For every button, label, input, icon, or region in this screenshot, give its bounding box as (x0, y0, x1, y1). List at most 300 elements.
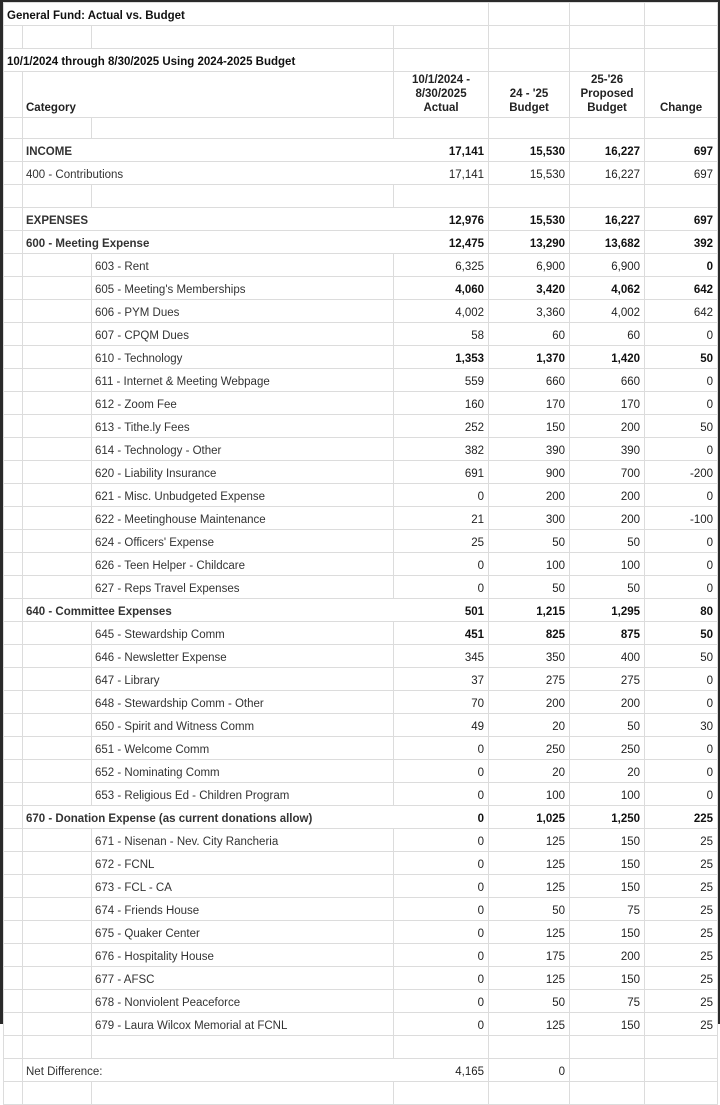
value-change[interactable]: 25 (645, 967, 718, 990)
value-change[interactable]: 0 (645, 530, 718, 553)
cell[interactable] (4, 1036, 23, 1059)
cell[interactable] (4, 691, 23, 714)
value-actual[interactable]: 37 (394, 668, 489, 691)
value-budget[interactable]: 125 (489, 921, 570, 944)
row-category[interactable]: 607 - CPQM Dues (92, 323, 394, 346)
value-budget[interactable]: 125 (489, 829, 570, 852)
row-category[interactable]: 624 - Officers' Expense (92, 530, 394, 553)
row-category[interactable]: 651 - Welcome Comm (92, 737, 394, 760)
value-actual[interactable]: 0 (394, 806, 489, 829)
row-category[interactable]: 621 - Misc. Unbudgeted Expense (92, 484, 394, 507)
cell[interactable] (4, 26, 23, 49)
value-proposed[interactable]: 150 (570, 1013, 645, 1036)
value-proposed[interactable]: 200 (570, 507, 645, 530)
cell[interactable] (4, 576, 23, 599)
value-proposed[interactable]: 150 (570, 829, 645, 852)
value-budget[interactable]: 100 (489, 783, 570, 806)
cell[interactable] (4, 829, 23, 852)
cell[interactable] (23, 691, 92, 714)
cell[interactable] (23, 921, 92, 944)
row-category[interactable]: EXPENSES (23, 208, 394, 231)
row-category[interactable]: 400 - Contributions (23, 162, 394, 185)
cell[interactable] (4, 438, 23, 461)
header-actual[interactable] (394, 72, 489, 118)
cell[interactable] (92, 185, 394, 208)
cell[interactable] (23, 461, 92, 484)
cell[interactable] (645, 49, 718, 72)
cell[interactable] (489, 118, 570, 139)
value-budget[interactable]: 125 (489, 852, 570, 875)
value-proposed[interactable]: 50 (570, 576, 645, 599)
cell[interactable] (570, 3, 645, 26)
row-category[interactable]: 675 - Quaker Center (92, 921, 394, 944)
cell[interactable] (4, 277, 23, 300)
cell[interactable] (4, 553, 23, 576)
value-change[interactable]: 50 (645, 645, 718, 668)
value-change[interactable]: 0 (645, 668, 718, 691)
cell[interactable] (23, 760, 92, 783)
value-proposed[interactable]: 170 (570, 392, 645, 415)
cell[interactable] (645, 185, 718, 208)
value-actual[interactable]: 451 (394, 622, 489, 645)
value-change[interactable]: 697 (645, 208, 718, 231)
value-change[interactable]: 0 (645, 323, 718, 346)
cell[interactable] (4, 139, 23, 162)
cell[interactable] (23, 26, 92, 49)
row-category[interactable]: 653 - Religious Ed - Children Program (92, 783, 394, 806)
cell[interactable] (4, 645, 23, 668)
cell[interactable] (4, 714, 23, 737)
cell[interactable] (23, 484, 92, 507)
cell[interactable] (489, 3, 570, 26)
value-actual[interactable]: 1,353 (394, 346, 489, 369)
cell[interactable] (4, 599, 23, 622)
cell[interactable] (23, 415, 92, 438)
value-proposed[interactable]: 200 (570, 944, 645, 967)
cell[interactable] (4, 898, 23, 921)
cell[interactable] (394, 1036, 489, 1059)
cell[interactable] (23, 898, 92, 921)
cell[interactable] (489, 1082, 570, 1105)
cell[interactable] (23, 714, 92, 737)
value-proposed[interactable]: 1,420 (570, 346, 645, 369)
row-category[interactable]: 640 - Committee Expenses (23, 599, 394, 622)
value-proposed[interactable] (570, 1059, 645, 1082)
value-actual[interactable]: 12,976 (394, 208, 489, 231)
value-actual[interactable]: 345 (394, 645, 489, 668)
cell[interactable] (645, 118, 718, 139)
value-actual[interactable]: 0 (394, 484, 489, 507)
value-actual[interactable]: 4,060 (394, 277, 489, 300)
value-proposed[interactable]: 50 (570, 530, 645, 553)
value-change[interactable]: 697 (645, 162, 718, 185)
value-change[interactable]: 0 (645, 438, 718, 461)
value-change[interactable]: 0 (645, 369, 718, 392)
cell[interactable] (23, 323, 92, 346)
row-category[interactable]: 622 - Meetinghouse Maintenance (92, 507, 394, 530)
cell[interactable] (489, 26, 570, 49)
cell[interactable] (23, 438, 92, 461)
cell[interactable] (23, 392, 92, 415)
value-actual[interactable]: 0 (394, 967, 489, 990)
value-proposed[interactable]: 660 (570, 369, 645, 392)
value-proposed[interactable]: 200 (570, 691, 645, 714)
value-change[interactable]: 25 (645, 875, 718, 898)
cell[interactable] (4, 461, 23, 484)
cell[interactable] (4, 72, 23, 118)
value-proposed[interactable]: 200 (570, 415, 645, 438)
cell[interactable] (4, 1013, 23, 1036)
value-proposed[interactable]: 150 (570, 967, 645, 990)
value-budget[interactable]: 275 (489, 668, 570, 691)
cell[interactable] (4, 852, 23, 875)
value-budget[interactable]: 15,530 (489, 139, 570, 162)
value-change[interactable]: 0 (645, 392, 718, 415)
cell[interactable] (92, 26, 394, 49)
cell[interactable] (92, 1082, 394, 1105)
value-change[interactable]: 25 (645, 1013, 718, 1036)
row-category[interactable]: 645 - Stewardship Comm (92, 622, 394, 645)
row-category[interactable]: 679 - Laura Wilcox Memorial at FCNL (92, 1013, 394, 1036)
row-category[interactable]: INCOME (23, 139, 394, 162)
cell[interactable] (23, 185, 92, 208)
value-actual[interactable]: 501 (394, 599, 489, 622)
header-proposed[interactable] (570, 72, 645, 118)
cell[interactable] (4, 760, 23, 783)
value-proposed[interactable]: 6,900 (570, 254, 645, 277)
row-category[interactable]: 648 - Stewardship Comm - Other (92, 691, 394, 714)
value-budget[interactable]: 60 (489, 323, 570, 346)
cell[interactable] (4, 1059, 23, 1082)
value-budget[interactable]: 15,530 (489, 208, 570, 231)
cell[interactable] (394, 26, 489, 49)
cell[interactable] (23, 622, 92, 645)
cell[interactable] (23, 875, 92, 898)
cell[interactable] (4, 737, 23, 760)
cell[interactable] (489, 185, 570, 208)
value-budget[interactable]: 0 (489, 1059, 570, 1082)
value-change[interactable]: 25 (645, 990, 718, 1013)
value-change[interactable]: 0 (645, 737, 718, 760)
row-category[interactable]: 673 - FCL - CA (92, 875, 394, 898)
value-actual[interactable]: 58 (394, 323, 489, 346)
cell[interactable] (23, 1082, 92, 1105)
value-budget[interactable]: 50 (489, 530, 570, 553)
value-actual[interactable]: 70 (394, 691, 489, 714)
row-category[interactable]: 627 - Reps Travel Expenses (92, 576, 394, 599)
value-budget[interactable]: 825 (489, 622, 570, 645)
value-proposed[interactable]: 250 (570, 737, 645, 760)
value-budget[interactable]: 170 (489, 392, 570, 415)
cell[interactable] (570, 185, 645, 208)
cell[interactable] (394, 185, 489, 208)
cell[interactable] (23, 1036, 92, 1059)
row-category[interactable]: 646 - Newsletter Expense (92, 645, 394, 668)
value-actual[interactable]: 0 (394, 852, 489, 875)
value-proposed[interactable]: 16,227 (570, 162, 645, 185)
value-budget[interactable]: 3,420 (489, 277, 570, 300)
value-actual[interactable]: 0 (394, 576, 489, 599)
cell[interactable] (4, 162, 23, 185)
value-budget[interactable]: 125 (489, 875, 570, 898)
value-actual[interactable]: 0 (394, 990, 489, 1013)
row-category[interactable]: 620 - Liability Insurance (92, 461, 394, 484)
cell[interactable] (394, 49, 489, 72)
cell[interactable] (4, 944, 23, 967)
value-budget[interactable]: 100 (489, 553, 570, 576)
cell[interactable] (23, 118, 92, 139)
row-category[interactable]: 605 - Meeting's Memberships (92, 277, 394, 300)
value-change[interactable]: 25 (645, 898, 718, 921)
value-actual[interactable]: 25 (394, 530, 489, 553)
value-change[interactable]: 697 (645, 139, 718, 162)
cell[interactable] (23, 829, 92, 852)
value-actual[interactable]: 49 (394, 714, 489, 737)
row-category[interactable]: 606 - PYM Dues (92, 300, 394, 323)
cell[interactable] (394, 118, 489, 139)
value-change[interactable] (645, 1059, 718, 1082)
cell[interactable] (4, 875, 23, 898)
value-change[interactable]: 50 (645, 415, 718, 438)
value-proposed[interactable]: 275 (570, 668, 645, 691)
value-actual[interactable]: 382 (394, 438, 489, 461)
row-category[interactable]: 678 - Nonviolent Peaceforce (92, 990, 394, 1013)
value-budget[interactable]: 660 (489, 369, 570, 392)
cell[interactable] (4, 967, 23, 990)
cell[interactable] (92, 118, 394, 139)
cell[interactable] (23, 1013, 92, 1036)
cell[interactable] (4, 369, 23, 392)
cell[interactable] (23, 967, 92, 990)
value-actual[interactable]: 0 (394, 553, 489, 576)
row-category[interactable]: 614 - Technology - Other (92, 438, 394, 461)
header-change[interactable]: Change (645, 72, 718, 118)
value-change[interactable]: 0 (645, 783, 718, 806)
cell[interactable] (394, 1082, 489, 1105)
value-actual[interactable]: 4,002 (394, 300, 489, 323)
cell[interactable] (23, 254, 92, 277)
cell[interactable] (23, 852, 92, 875)
value-proposed[interactable]: 150 (570, 921, 645, 944)
value-budget[interactable]: 350 (489, 645, 570, 668)
value-proposed[interactable]: 100 (570, 553, 645, 576)
value-change[interactable]: 225 (645, 806, 718, 829)
cell[interactable] (23, 507, 92, 530)
cell[interactable] (489, 1036, 570, 1059)
value-budget[interactable]: 50 (489, 990, 570, 1013)
value-proposed[interactable]: 16,227 (570, 208, 645, 231)
value-proposed[interactable]: 20 (570, 760, 645, 783)
value-actual[interactable]: 252 (394, 415, 489, 438)
cell[interactable] (4, 530, 23, 553)
value-proposed[interactable]: 75 (570, 990, 645, 1013)
cell[interactable] (4, 254, 23, 277)
value-budget[interactable]: 250 (489, 737, 570, 760)
row-category[interactable]: 677 - AFSC (92, 967, 394, 990)
value-budget[interactable]: 150 (489, 415, 570, 438)
value-change[interactable]: 30 (645, 714, 718, 737)
cell[interactable] (4, 300, 23, 323)
row-category[interactable]: 613 - Tithe.ly Fees (92, 415, 394, 438)
row-category[interactable]: 626 - Teen Helper - Childcare (92, 553, 394, 576)
value-budget[interactable]: 20 (489, 760, 570, 783)
value-actual[interactable]: 12,475 (394, 231, 489, 254)
row-category[interactable]: 650 - Spirit and Witness Comm (92, 714, 394, 737)
cell[interactable] (4, 622, 23, 645)
value-budget[interactable]: 50 (489, 898, 570, 921)
value-proposed[interactable]: 16,227 (570, 139, 645, 162)
header-category[interactable]: Category (23, 72, 394, 118)
cell[interactable] (23, 530, 92, 553)
value-proposed[interactable]: 150 (570, 875, 645, 898)
cell[interactable] (570, 49, 645, 72)
value-change[interactable]: 0 (645, 691, 718, 714)
value-actual[interactable]: 17,141 (394, 162, 489, 185)
value-change[interactable]: 50 (645, 622, 718, 645)
value-proposed[interactable]: 875 (570, 622, 645, 645)
cell[interactable] (645, 26, 718, 49)
cell[interactable] (23, 990, 92, 1013)
cell[interactable] (4, 208, 23, 231)
value-actual[interactable]: 559 (394, 369, 489, 392)
value-proposed[interactable]: 150 (570, 852, 645, 875)
value-actual[interactable]: 0 (394, 898, 489, 921)
value-budget[interactable]: 1,370 (489, 346, 570, 369)
value-actual[interactable]: 691 (394, 461, 489, 484)
cell[interactable] (570, 1082, 645, 1105)
value-budget[interactable]: 390 (489, 438, 570, 461)
value-actual[interactable]: 0 (394, 737, 489, 760)
value-proposed[interactable]: 50 (570, 714, 645, 737)
value-change[interactable]: 0 (645, 760, 718, 783)
value-budget[interactable]: 125 (489, 967, 570, 990)
value-actual[interactable]: 4,165 (394, 1059, 489, 1082)
value-budget[interactable]: 6,900 (489, 254, 570, 277)
value-change[interactable]: 25 (645, 944, 718, 967)
value-change[interactable]: 80 (645, 599, 718, 622)
value-actual[interactable]: 0 (394, 921, 489, 944)
value-proposed[interactable]: 75 (570, 898, 645, 921)
value-proposed[interactable]: 60 (570, 323, 645, 346)
value-change[interactable]: 0 (645, 576, 718, 599)
cell[interactable] (4, 668, 23, 691)
row-category[interactable]: 674 - Friends House (92, 898, 394, 921)
cell[interactable] (4, 990, 23, 1013)
value-change[interactable]: 25 (645, 852, 718, 875)
cell[interactable] (645, 3, 718, 26)
cell[interactable] (92, 1036, 394, 1059)
value-change[interactable]: -100 (645, 507, 718, 530)
cell[interactable] (23, 783, 92, 806)
value-proposed[interactable]: 4,062 (570, 277, 645, 300)
row-category[interactable]: 611 - Internet & Meeting Webpage (92, 369, 394, 392)
cell[interactable] (23, 668, 92, 691)
cell[interactable] (23, 944, 92, 967)
cell[interactable] (4, 921, 23, 944)
header-budget[interactable] (489, 72, 570, 118)
cell[interactable] (4, 323, 23, 346)
cell[interactable] (394, 3, 489, 26)
row-category[interactable]: 676 - Hospitality House (92, 944, 394, 967)
cell[interactable] (23, 737, 92, 760)
value-budget[interactable]: 50 (489, 576, 570, 599)
cell[interactable] (23, 346, 92, 369)
value-change[interactable]: 0 (645, 254, 718, 277)
value-budget[interactable]: 13,290 (489, 231, 570, 254)
value-budget[interactable]: 900 (489, 461, 570, 484)
cell[interactable] (23, 277, 92, 300)
cell[interactable] (4, 392, 23, 415)
value-proposed[interactable]: 1,250 (570, 806, 645, 829)
value-change[interactable]: 25 (645, 829, 718, 852)
value-proposed[interactable]: 1,295 (570, 599, 645, 622)
value-budget[interactable]: 1,215 (489, 599, 570, 622)
cell[interactable] (489, 49, 570, 72)
cell[interactable] (570, 118, 645, 139)
value-actual[interactable]: 0 (394, 875, 489, 898)
value-proposed[interactable]: 13,682 (570, 231, 645, 254)
value-actual[interactable]: 0 (394, 829, 489, 852)
cell[interactable] (4, 415, 23, 438)
row-category[interactable]: 647 - Library (92, 668, 394, 691)
cell[interactable] (23, 576, 92, 599)
report-title[interactable]: General Fund: Actual vs. Budget (4, 3, 394, 26)
value-change[interactable]: 0 (645, 553, 718, 576)
row-category[interactable]: 603 - Rent (92, 254, 394, 277)
cell[interactable] (23, 645, 92, 668)
row-category[interactable]: 672 - FCNL (92, 852, 394, 875)
value-budget[interactable]: 125 (489, 1013, 570, 1036)
value-budget[interactable]: 175 (489, 944, 570, 967)
value-change[interactable]: -200 (645, 461, 718, 484)
value-proposed[interactable]: 390 (570, 438, 645, 461)
cell[interactable] (4, 1082, 23, 1105)
row-category[interactable]: 652 - Nominating Comm (92, 760, 394, 783)
row-category[interactable]: 612 - Zoom Fee (92, 392, 394, 415)
cell[interactable] (4, 806, 23, 829)
value-budget[interactable]: 200 (489, 691, 570, 714)
value-actual[interactable]: 0 (394, 760, 489, 783)
value-budget[interactable]: 3,360 (489, 300, 570, 323)
value-change[interactable]: 392 (645, 231, 718, 254)
value-actual[interactable]: 21 (394, 507, 489, 530)
value-proposed[interactable]: 200 (570, 484, 645, 507)
row-category[interactable]: 671 - Nisenan - Nev. City Rancheria (92, 829, 394, 852)
row-category[interactable]: 610 - Technology (92, 346, 394, 369)
value-actual[interactable]: 6,325 (394, 254, 489, 277)
row-category[interactable]: 670 - Donation Expense (as current donations allow) (23, 806, 394, 829)
cell[interactable] (570, 26, 645, 49)
value-proposed[interactable]: 4,002 (570, 300, 645, 323)
value-actual[interactable]: 0 (394, 944, 489, 967)
value-budget[interactable]: 300 (489, 507, 570, 530)
value-change[interactable]: 50 (645, 346, 718, 369)
cell[interactable] (23, 369, 92, 392)
value-actual[interactable]: 160 (394, 392, 489, 415)
value-budget[interactable]: 200 (489, 484, 570, 507)
row-category[interactable]: Net Difference: (23, 1059, 394, 1082)
cell[interactable] (4, 231, 23, 254)
value-budget[interactable]: 15,530 (489, 162, 570, 185)
cell[interactable] (570, 1036, 645, 1059)
value-actual[interactable]: 17,141 (394, 139, 489, 162)
cell[interactable] (645, 1036, 718, 1059)
value-change[interactable]: 642 (645, 277, 718, 300)
cell[interactable] (23, 300, 92, 323)
cell[interactable] (4, 783, 23, 806)
value-change[interactable]: 25 (645, 921, 718, 944)
value-actual[interactable]: 0 (394, 783, 489, 806)
